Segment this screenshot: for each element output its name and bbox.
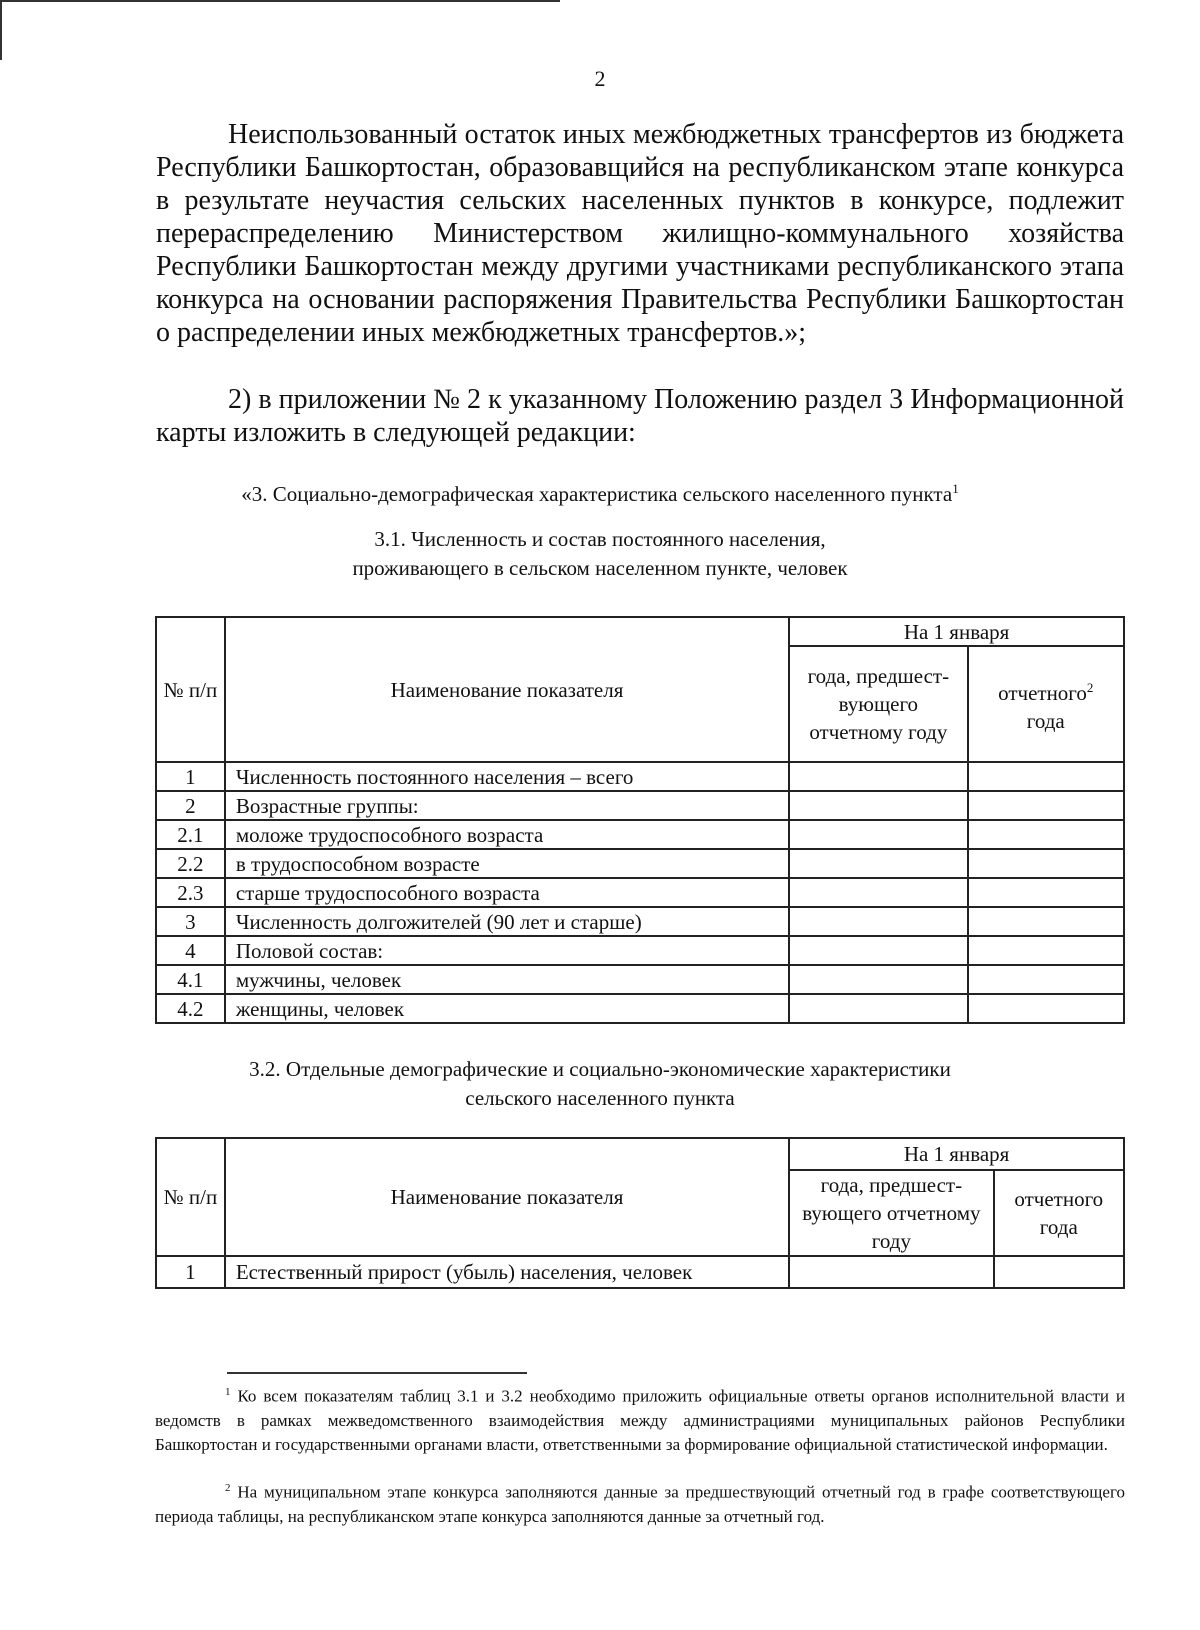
table2-caption-line1: 3.2. Отдельные демографические и социально-экономические характеристики: [249, 1057, 951, 1081]
header-prev-year: года, предшест-вующего отчетному году: [789, 646, 967, 762]
row-indicator-name: Возрастные группы:: [225, 791, 789, 820]
header-report-year: отчетного года: [994, 1170, 1124, 1256]
row-indicator-name: Естественный прирост (убыль) населения, человек: [225, 1256, 789, 1288]
table2-caption: [0, 1055, 1200, 1113]
row-number: 4.2: [156, 994, 225, 1023]
row-number: 2.1: [156, 820, 225, 849]
row-indicator-name: Численность долгожителей (90 лет и старше): [225, 907, 789, 936]
table-row: [156, 849, 1124, 878]
value-report-year-cell: [968, 994, 1124, 1023]
scan-edge-left: [0, 0, 2, 60]
value-report-year-cell: [968, 791, 1124, 820]
table2-caption-line2: сельского населенного пункта: [465, 1086, 735, 1110]
row-number: 2: [156, 791, 225, 820]
population-table: [155, 616, 1125, 1024]
paragraph-2: 2) в приложении № 2 к указанному Положению раздел 3 Информационной карты изложить в следующей редакции:: [156, 384, 1124, 448]
row-indicator-name: Численность постоянного населения – всего: [225, 762, 789, 791]
footnote-2-text: На муниципальном этапе конкурса заполняются данные за предшествующий отчетный год в графе соответствующего периода таблицы, на республиканском этапе конкурса заполняются данные за отчетный год.: [155, 1482, 1125, 1526]
value-prev-year-cell: [789, 762, 967, 791]
footnote-2: [155, 1476, 1125, 1529]
row-indicator-name: старше трудоспособного возраста: [225, 878, 789, 907]
header-prev-year: года, предшест-вующего отчетному году: [789, 1170, 993, 1256]
header-period: На 1 января: [789, 1138, 1124, 1170]
section-title: [0, 481, 1200, 507]
footnote-ref-2: 2: [1086, 679, 1094, 695]
value-report-year-cell: [968, 849, 1124, 878]
header-report-tail: года: [1026, 708, 1065, 733]
row-indicator-name: Половой состав:: [225, 936, 789, 965]
table-row: [156, 907, 1124, 936]
footnote-separator: [227, 1372, 527, 1374]
table-row: [156, 820, 1124, 849]
header-name: Наименование показателя: [225, 617, 789, 762]
row-number: 1: [156, 762, 225, 791]
table-row: [156, 965, 1124, 994]
footnote-2-marker: 2: [225, 1482, 231, 1494]
table-row: [156, 1256, 1124, 1288]
table-row: [156, 994, 1124, 1023]
row-number: 2.3: [156, 878, 225, 907]
value-prev-year-cell: [789, 907, 967, 936]
value-report-year-cell: [968, 878, 1124, 907]
value-report-year-cell: [968, 936, 1124, 965]
row-number: 4.1: [156, 965, 225, 994]
value-report-year-cell: [968, 820, 1124, 849]
header-num: № п/п: [156, 1138, 225, 1256]
population-table-body: [156, 762, 1124, 1023]
footnote-1-marker: 1: [225, 1386, 231, 1398]
table1-caption: [0, 525, 1200, 583]
row-number: 2.2: [156, 849, 225, 878]
table-row: [156, 936, 1124, 965]
footnote-1: [155, 1380, 1125, 1457]
value-report-year-cell: [968, 762, 1124, 791]
scan-edge-top: [0, 0, 560, 2]
value-prev-year-cell: [789, 965, 967, 994]
value-prev-year-cell: [789, 878, 967, 907]
section-title-text: «3. Социально-демографическая характеристика сельского населенного пункта: [241, 482, 953, 506]
value-report-year-cell: [968, 965, 1124, 994]
row-indicator-name: женщины, человек: [225, 994, 789, 1023]
value-prev-year-cell: [789, 994, 967, 1023]
demography-table: [155, 1137, 1125, 1289]
row-number: 4: [156, 936, 225, 965]
row-indicator-name: мужчины, человек: [225, 965, 789, 994]
value-prev-year-cell: [789, 791, 967, 820]
row-number: 1: [156, 1256, 225, 1288]
page-number: 2: [594, 66, 606, 91]
header-period: На 1 января: [789, 617, 1124, 646]
header-name: Наименование показателя: [225, 1138, 789, 1256]
table-row: [156, 762, 1124, 791]
paragraph-1: Неиспользованный остаток иных межбюджетных трансфертов из бюджета Республики Башкортостан, образовавщийся на республиканском этапе конкурса в результате неучастия сельских населенных пунктов в конкурсе, подлежит перераспределению Министерством жилищно-коммунального хозяйства Республики Башкортостан между другими участниками республиканского этапа конкурса на основании распоряжения Правительства Республики Башкортостан о распределении иных межбюджетных трансфертов.»;: [156, 119, 1124, 348]
table-row: [156, 878, 1124, 907]
header-report-label: отчетного: [998, 680, 1087, 705]
value-prev-year-cell: [789, 1256, 993, 1288]
row-number: 3: [156, 907, 225, 936]
table-row: [156, 791, 1124, 820]
header-num: № п/п: [156, 617, 225, 762]
value-prev-year-cell: [789, 936, 967, 965]
value-prev-year-cell: [789, 849, 967, 878]
table1-caption-line1: 3.1. Численность и состав постоянного населения,: [374, 527, 826, 551]
value-prev-year-cell: [789, 820, 967, 849]
footnote-ref-1: 1: [952, 481, 959, 496]
row-indicator-name: в трудоспособном возрасте: [225, 849, 789, 878]
demography-table-body: [156, 1256, 1124, 1288]
value-report-year-cell: [968, 907, 1124, 936]
value-report-year-cell: [994, 1256, 1124, 1288]
footnote-1-text: Ко всем показателям таблиц 3.1 и 3.2 необходимо приложить официальные ответы органов исполнительной власти и ведомств в рамках межведомственного взаимодействия между администрациями муниципальных районов Республики Башкортостан и государственными органами власти, ответственными за формирование официальной статистической информации.: [155, 1386, 1125, 1454]
header-report-year: [968, 646, 1124, 762]
row-indicator-name: моложе трудоспособного возраста: [225, 820, 789, 849]
table1-caption-line2: проживающего в сельском населенном пункте, человек: [352, 556, 848, 580]
